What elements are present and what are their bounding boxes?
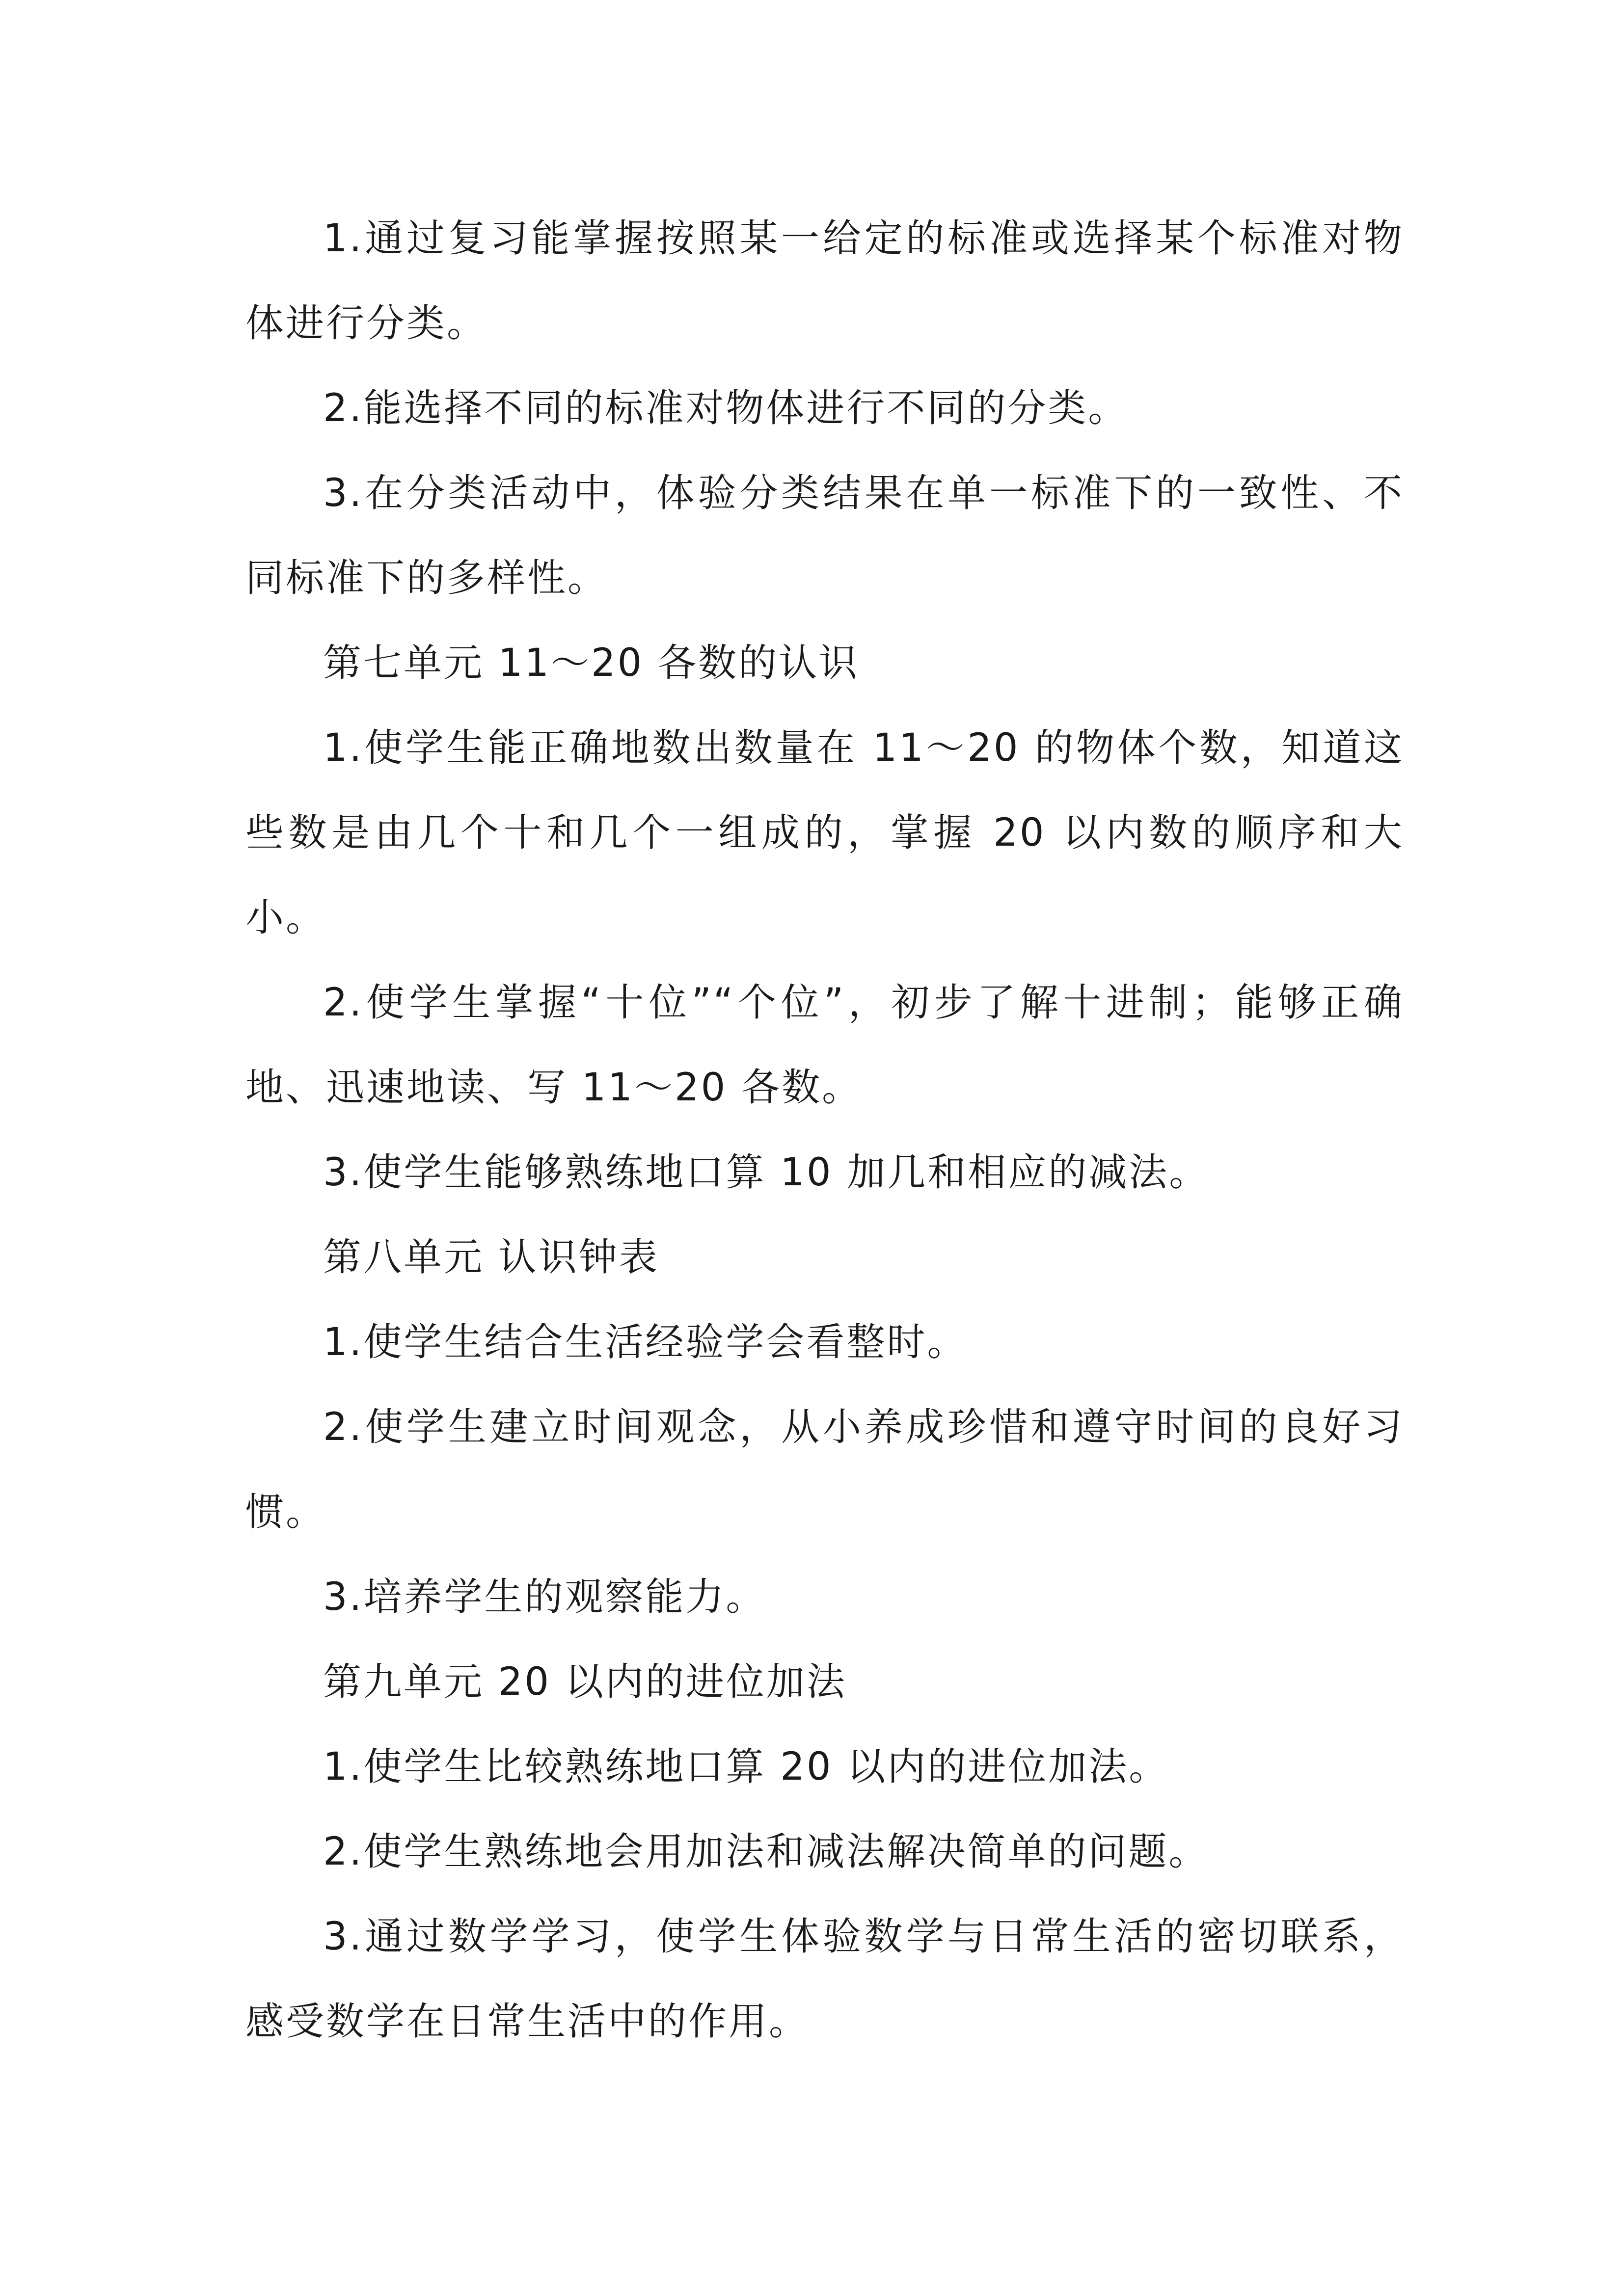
paragraph: 3.使学生能够熟练地口算 10 加几和相应的减法。 [323,1150,1210,1195]
paragraph: 2.使学生建立时间观念，从小养成珍惜和遵守时间的良好习惯。 [245,1405,1404,1534]
document-body [245,196,1404,2064]
paragraph: 1.使学生结合生活经验学会看整时。 [323,1320,968,1364]
paragraph: 2.使学生熟练地会用加法和减法解决简单的问题。 [323,1830,1209,1874]
paragraph: 3.通过数学学习，使学生体验数学与日常生活的密切联系，感受数学在日常生活中的作用。 [245,1915,1404,2044]
paragraph: 1.使学生能正确地数出数量在 11～20 的物体个数，知道这些数是由几个十和几个一组成的，掌握 20 以内数的顺序和大小。 [245,726,1404,940]
paragraph: 2.使学生掌握“十位”“个位”，初步了解十进制；能够正确地、迅速地读、写 11～20 各数。 [245,981,1404,1110]
paragraph: 3.在分类活动中，体验分类结果在单一标准下的一致性、不同标准下的多样性。 [245,471,1404,600]
unit-heading: 第七单元 11～20 各数的认识 [323,641,860,685]
paragraph: 3.培养学生的观察能力。 [323,1575,766,1619]
paragraph: 1.使学生比较熟练地口算 20 以内的进位加法。 [323,1745,1169,1789]
unit-heading: 第九单元 20 以内的进位加法 [323,1660,847,1704]
unit-heading: 第八单元 认识钟表 [323,1235,659,1280]
paragraph: 2.能选择不同的标准对物体进行不同的分类。 [323,386,1129,430]
paragraph: 1.通过复习能掌握按照某一给定的标准或选择某个标准对物体进行分类。 [245,216,1404,346]
